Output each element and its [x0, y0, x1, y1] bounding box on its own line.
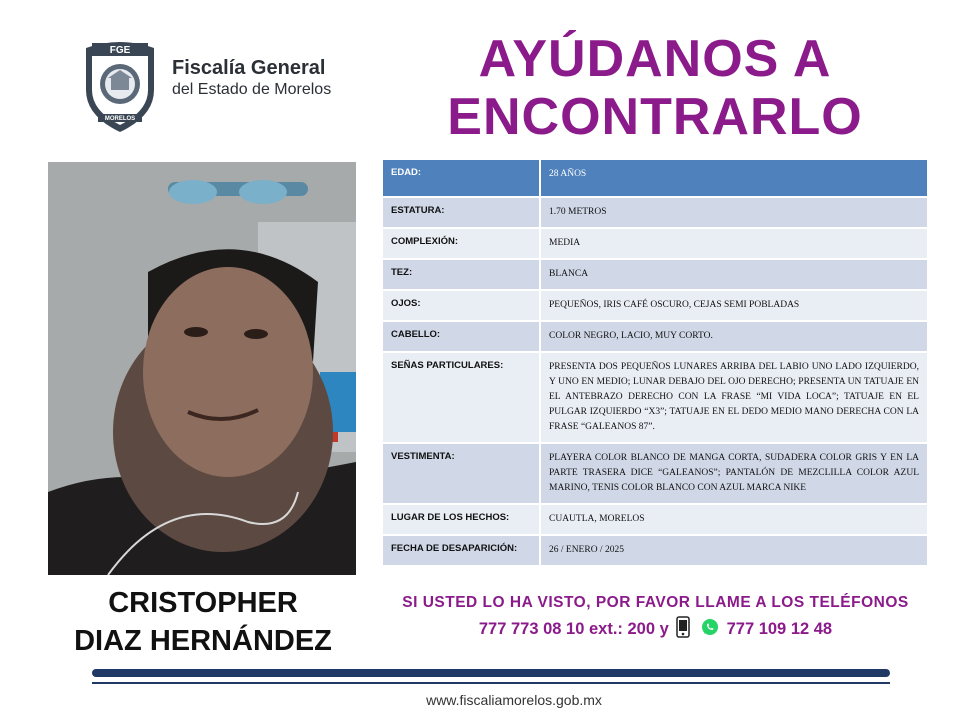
table-row — [383, 536, 927, 567]
missing-person-photo — [48, 162, 356, 575]
logo-bottom-text: MORELOS — [104, 116, 136, 122]
detail-label: CABELLO: — [383, 322, 541, 353]
detail-label: VESTIMENTA: — [383, 444, 541, 505]
table-row — [383, 160, 927, 198]
org-name-line2: del Estado de Morelos — [172, 81, 332, 98]
detail-value: BLANCA — [541, 260, 927, 291]
detail-value: CUAUTLA, MORELOS — [541, 505, 927, 536]
person-name-line1: CRISTOPHER — [108, 587, 298, 619]
website-link[interactable]: www.fiscaliamorelos.gob.mx — [426, 692, 602, 708]
detail-value: 28 AÑOS — [541, 160, 927, 198]
table-row — [383, 260, 927, 291]
detail-value: MEDIA — [541, 229, 927, 260]
detail-label: FECHA DE DESAPARICIÓN: — [383, 536, 541, 567]
headline-line1: AYÚDANOS A — [478, 30, 832, 88]
detail-value: PRESENTA DOS PEQUEÑOS LUNARES ARRIBA DEL LABIO UNO LADO IZQUIERDO, Y UNO EN MEDIO; LUNAR DEBAJO DEL OJO DERECHO; PRESENTA UN TATUAJE EN EL ANTEBRAZO DERECHO CON LA FRASE “MI VIDA LOCA”; TATUAJE EN EL PULGAR IZQUIERDO “X3”; TATUAJE EN EL DEDO MEDIO MANO DERECHA CON LA FRASE “GALEANOS 87”. — [541, 353, 927, 444]
phone-number-whatsapp: 777 109 12 48 — [726, 620, 833, 638]
footer-divider-thick — [92, 669, 890, 677]
footer-divider-thin — [92, 682, 890, 684]
person-name-line2: DIAZ HERNÁNDEZ — [74, 625, 332, 657]
detail-label: SEÑAS PARTICULARES: — [383, 353, 541, 444]
detail-value: PLAYERA COLOR BLANCO DE MANGA CORTA, SUDADERA COLOR GRIS Y EN LA PARTE TRASERA DICE “GALEANOS”; PANTALÓN DE MEZCLILLA COLOR AZUL MARINO, TENIS COLOR BLANCO CON AZUL MARCA NIKE — [541, 444, 927, 505]
detail-value: COLOR NEGRO, LACIO, MUY CORTO. — [541, 322, 927, 353]
phone-icon — [676, 616, 690, 643]
contact-instructions: SI USTED LO HA VISTO, POR FAVOR LLAME A LOS TELÉFONOS — [402, 594, 909, 611]
detail-label: LUGAR DE LOS HECHOS: — [383, 505, 541, 536]
person-name — [48, 584, 358, 660]
detail-label: EDAD: — [383, 160, 541, 198]
table-row — [383, 229, 927, 260]
table-row — [383, 198, 927, 229]
phone-connector: y — [659, 620, 669, 638]
page-headline — [400, 30, 910, 146]
table-row — [383, 505, 927, 536]
org-name-line1: Fiscalía General — [172, 57, 326, 79]
headline-line2: ENCONTRARLO — [447, 88, 863, 146]
detail-value: PEQUEÑOS, IRIS CAFÉ OSCURO, CEJAS SEMI POBLADAS — [541, 291, 927, 322]
detail-label: OJOS: — [383, 291, 541, 322]
table-row — [383, 353, 927, 444]
detail-label: COMPLEXIÓN: — [383, 229, 541, 260]
fge-badge-icon — [80, 38, 160, 134]
logo-text: FGE — [109, 45, 131, 56]
detail-value: 26 / ENERO / 2025 — [541, 536, 927, 567]
table-row — [383, 291, 927, 322]
phone-number-primary: 777 773 08 10 ext.: 200 — [478, 620, 656, 638]
contact-phones — [383, 616, 928, 640]
table-row — [383, 444, 927, 505]
detail-label: ESTATURA: — [383, 198, 541, 229]
whatsapp-icon — [701, 618, 719, 641]
details-table — [383, 160, 927, 567]
detail-label: TEZ: — [383, 260, 541, 291]
table-row — [383, 322, 927, 353]
detail-value: 1.70 METROS — [541, 198, 927, 229]
organization-name — [172, 56, 372, 100]
